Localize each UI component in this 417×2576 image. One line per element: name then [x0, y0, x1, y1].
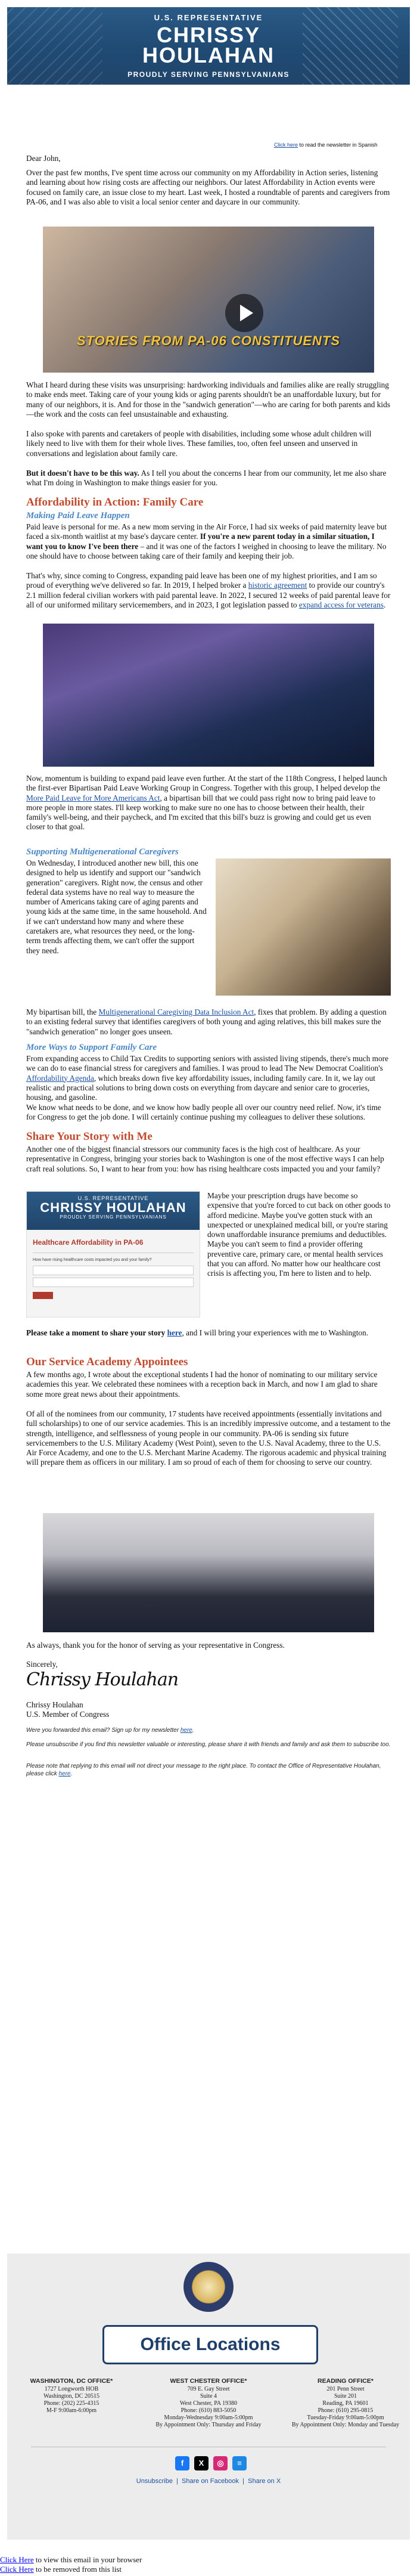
historic-agreement-link[interactable]: historic agreement: [248, 581, 307, 590]
closing-text: Sincerely,: [26, 1660, 58, 1669]
facebook-icon[interactable]: f: [175, 2456, 189, 2470]
section-heading-share-story: Share Your Story with Me: [26, 1130, 153, 1143]
form-banner-tag: PROUDLY SERVING PENNSYLVANIANS: [60, 1214, 167, 1220]
subheading-more-ways: More Ways to Support Family Care: [26, 1043, 157, 1052]
view-in-browser-line: [0, 2555, 142, 2564]
section-heading-academy: Our Service Academy Appointees: [26, 1356, 188, 1368]
paid-leave-working-group-photo: [43, 624, 374, 767]
intro-text: Over the past few months, I've spent time across our community on my Affordability in Action series, listening and learning about how rising costs are affecting our neighbors. Our latest Affordability in Action events were focused on family care, an issue close to my heart. Last week, I hosted a roundtable of parents and caregivers from PA-06, and I was also able to visit a local senior center and daycare in our community.: [26, 168, 390, 206]
closing: [26, 1660, 391, 1669]
forwarded-note: [26, 1726, 391, 1734]
form-title: Healthcare Affordability in PA-06: [33, 1238, 144, 1247]
office-footer: [7, 2253, 410, 2540]
academy-appointees-group-photo: [43, 1513, 374, 1632]
contact-office-link[interactable]: here: [58, 1771, 71, 1777]
form-banner-name: CHRISSY HOULAHAN: [40, 1200, 186, 1215]
p10-text-a: From expanding access to Child Tax Credits to supporting seniors with assisted living stipends, there's much more we can do to ease financial stress for caregivers and families. I was proud to lead The New Democrat Coalition's: [26, 1054, 389, 1073]
office-line: Suite 201: [334, 2393, 357, 2400]
office-name: WASHINGTON, DC OFFICE*: [30, 2377, 113, 2385]
sign-name: [26, 1700, 391, 1710]
sign-title-text: U.S. Member of Congress: [26, 1710, 110, 1719]
subheading-multigenerational: Supporting Multigenerational Caregivers: [26, 847, 179, 857]
office-line: By Appointment Only: Monday and Tuesday: [291, 2422, 400, 2428]
office-west-chester: [149, 2377, 268, 2429]
remove-from-list-text: to be removed from this list: [33, 2565, 122, 2574]
p5-text-c: – and it was one of the factors I weighed in choosing to leave the military. No one should have to choose between taking care of their family and keeping their job.: [26, 541, 387, 560]
office-name: WEST CHESTER OFFICE*: [170, 2377, 247, 2385]
office-line: Washington, DC 20515: [43, 2393, 99, 2400]
paragraph-17-text: As always, thank you for the honor of serving as your representative in Congress.: [26, 1641, 285, 1650]
greeting: [26, 154, 391, 163]
office-line: M-F 9:00am-6:00pm: [46, 2407, 97, 2414]
remove-from-list-link[interactable]: Click Here: [0, 2565, 34, 2574]
form-submit-button: [33, 1292, 53, 1299]
p5-bold: If you're a new parent today in a similar situation, I want you to know I've been there: [26, 532, 375, 551]
office-line: 201 Penn Street: [326, 2386, 365, 2392]
reply-note-period: .: [70, 1771, 73, 1777]
caregiver-meeting-photo: [216, 858, 391, 996]
paragraph-5: [26, 522, 391, 561]
office-line: Phone: (202) 225-4315: [43, 2400, 99, 2407]
forwarded-text: Were you forwarded this email? Sign up for my newsletter: [26, 1727, 181, 1734]
view-in-browser-link[interactable]: Click Here: [0, 2555, 34, 2564]
paragraph-17: [26, 1641, 391, 1650]
form-field: [33, 1266, 194, 1275]
share-x-link[interactable]: Share on X: [248, 2478, 281, 2485]
office-line: By Appointment Only: Thursday and Friday: [155, 2422, 262, 2428]
spanish-link[interactable]: Click here: [274, 142, 298, 148]
form-field: [33, 1278, 194, 1287]
share-story-link[interactable]: here: [167, 1328, 182, 1337]
form-banner: [27, 1192, 200, 1230]
x-icon[interactable]: X: [194, 2456, 208, 2470]
paragraph-12: [26, 1145, 391, 1174]
office-line: Phone: (610) 295-0815: [318, 2407, 374, 2414]
expand-access-veterans-link[interactable]: expand access for veterans: [298, 600, 384, 609]
video-caption: STORIES FROM PA-06 CONSTITUENTS: [76, 333, 341, 348]
header-last-name: HOULAHAN: [142, 43, 275, 67]
p6-text-a: That's why, since coming to Congress, expanding paid leave has been one of my highest priorities, and I am so proud of everything we've delivered so far. In 2019, I helped broker a: [26, 571, 377, 590]
sign-title: [26, 1710, 391, 1719]
office-line: 1727 Longworth HOB: [44, 2386, 99, 2392]
greeting-text: Dear John,: [26, 154, 61, 163]
spanish-version-note: [274, 142, 378, 148]
healthcare-survey-form-image[interactable]: [26, 1191, 200, 1318]
office-line: West Chester, PA 19380: [179, 2400, 238, 2407]
paragraph-9: [26, 1008, 391, 1037]
paragraph-7: [26, 774, 391, 832]
share-facebook-link[interactable]: Share on Facebook: [182, 2478, 239, 2485]
p6-text-c: .: [384, 600, 386, 609]
affordability-agenda-link[interactable]: Affordability Agenda: [26, 1073, 94, 1083]
p9-text-a: My bipartisan bill, the: [26, 1008, 99, 1016]
paragraph-15-text: A few months ago, I wrote about the exceptional students I had the honor of nominating to our military service academies this year. We celebrated these nominees with a reception back in March, and now I am glad to share some more great news about their appointments.: [26, 1370, 378, 1399]
unsubscribe-link[interactable]: Unsubscribe: [136, 2478, 173, 2485]
form-banner-pre: U.S. REPRESENTATIVE: [77, 1195, 149, 1201]
paragraph-11: [26, 1103, 391, 1123]
paragraph-16: [26, 1409, 391, 1468]
more-paid-leave-act-link[interactable]: More Paid Leave for More Americans Act: [26, 793, 160, 802]
office-washington: [12, 2377, 131, 2414]
sign-name-text: Chrissy Houlahan: [26, 1700, 83, 1709]
p5-text-a: Paid leave is personal for me. As a new mom serving in the Air Force, I had six weeks of paid maternity leave but faced a six-month waitlist at my base's daycare center.: [26, 522, 387, 541]
office-name: READING OFFICE*: [318, 2377, 374, 2385]
subheading-paid-leave: Making Paid Leave Happen: [26, 511, 130, 520]
section-heading-family-care: Affordability in Action: Family Care: [26, 496, 204, 509]
paragraph-16-text: Of all of the nominees from our community, 17 students have received appointments (essentially invitations and full scholarships) to one of our service academies. This is an incredibly impressive outcome, and a testament to the strength, intelligence, and selflessness of young people in our community. PA-06 is sending six future servicemembers to the U.S. Military Academy (West Point), seven to the U.S. Naval Academy, three to the U.S. Air Force Academy, and one to the U.S. Merchant Marine Academy. The rigorous academic and physical training will prepare them as officers in our military. I am so proud of each of them for choosing to serve our country.: [26, 1409, 391, 1467]
paragraph-2-text: What I heard during these visits was unsurprising: hardworking individuals and families alike are really struggling to make ends meet. Taking care of your young kids or aging parents shouldn't be an unaffordable luxury, but for many of our neighbors, it is. And for those in the "sandwich generation"—who are caring for both parents and kids—the work and the costs can feel unsustainable and exhausting.: [26, 380, 390, 419]
header-pre-title: U.S. REPRESENTATIVE: [154, 13, 263, 22]
play-icon[interactable]: [225, 294, 263, 332]
intro-paragraph: [26, 168, 391, 207]
paragraph-4-bold: But it doesn't have to be this way.: [26, 469, 139, 478]
office-locations-heading-box: [102, 2325, 318, 2364]
instagram-icon[interactable]: ◎: [213, 2456, 228, 2470]
office-reading: [286, 2377, 405, 2429]
spanish-link-text: to read the newsletter in Spanish: [298, 142, 378, 148]
handwritten-signature: Chrissy Houlahan: [26, 1669, 179, 1690]
remove-from-list-line: [0, 2565, 122, 2574]
paragraph-12-text: Another one of the biggest financial stressors our community faces is the high cost of healthcare. As your representative in Congress, bringing your stories back to Washington is one of the most effective ways I can help craft real solutions. So, I want to hear from you: how has rising healthcare costs impacted you and your family?: [26, 1145, 384, 1173]
paragraph-8-text: On Wednesday, I introduced another new bill, this one designed to help us identify and support our "sandwich generation" caregivers. Right now, the census and other federal data systems have no real way to measure the number of Americans taking care of aging parents and young kids at the same time, in the same household. And if we can't understand how many and where these caretakers are, what resources they need, or the long-term trends affecting them, we can't offer the support they need.: [26, 858, 207, 955]
paragraph-6: [26, 571, 391, 610]
p7-text-a: Now, momentum is building to expand paid leave even further. At the start of the 118th Congress, I helped launch the first-ever Bipartisan Paid Leave Working Group in Congress. Together with this group, I helped develop the: [26, 774, 387, 793]
p14-bold-a: Please take a moment to share your story: [26, 1328, 167, 1337]
paragraph-15: [26, 1370, 391, 1399]
newsletter-header-banner: [7, 7, 410, 85]
constituent-stories-video[interactable]: [43, 227, 374, 373]
paragraph-8: [26, 858, 208, 956]
p10-text-b: , which breaks down five key affordability issues, including family care. In it, we lay out realistic and practical solutions to bring down costs on everything from daycare and senior care to groceries, housing, and gasoline.: [26, 1073, 375, 1102]
p14-text-b: , and I will bring your experiences with me to Washington.: [182, 1328, 369, 1337]
paragraph-13: [207, 1191, 391, 1279]
office-line: Tuesday-Friday 9:00am-5:00pm: [307, 2414, 384, 2421]
office-line: Reading, PA 19601: [322, 2400, 369, 2407]
reply-note-text: Please note that replying to this email will not direct your message to the right place. To contact the Office of Representative Houlahan, please click: [26, 1763, 381, 1777]
view-in-browser-text: to view this email in your browser: [33, 2555, 142, 2564]
paragraph-3-text: I also spoke with parents and caretakers of people with disabilities, including some whose adult children will likely need to live with them for their whole lives. These families, too, often feel unseen and unserved in conversations and legislation about family care.: [26, 429, 372, 458]
p6-text-b: to provide our country's 2.1 million federal civilian workers with paid parental leave. In 2022, I secured 12 weeks of paid parental leave for all of our uniformed military servicemembers, and in 2023, I got legislation passed to: [26, 581, 391, 609]
paragraph-10: [26, 1054, 391, 1102]
header-first-name: CHRISSY: [156, 23, 261, 47]
footer-links: Unsubscribe | Share on Facebook | Share on X: [136, 2478, 281, 2485]
paragraph-11-text: We know what needs to be done, and we know how badly people all over our country need relief. Now, it's time for Congress to get the job done. I will certainly continue pushing my colleagues to deliver these solutions.: [26, 1103, 381, 1122]
paragraph-4-text: As I tell you about the concerns I hear from our community, let me also share what I'm doing in Washington to make things easier for you.: [26, 469, 387, 488]
share-note-text: Please unsubscribe if you find this newsletter valuable or interesting, please share it with friends and family and ask them to subscribe too.: [26, 1741, 391, 1748]
office-line: Monday-Wednesday 9:00am-5:00pm: [164, 2414, 253, 2421]
paragraph-2: [26, 380, 391, 419]
newsletter-signup-link[interactable]: here: [180, 1727, 192, 1734]
bluesky-icon[interactable]: ≡: [232, 2456, 247, 2470]
p9-text-b: , fixes that problem. By adding a question to an existing federal survey that identifies caregivers of both young and aging relatives, this bill makes sure the "sandwich generation" no longer goes unseen.: [26, 1008, 387, 1036]
office-line: Suite 4: [200, 2393, 217, 2400]
forwarded-period: .: [192, 1727, 194, 1734]
office-locations-heading: Office Locations: [140, 2335, 281, 2354]
office-line: 709 E. Gay Street: [187, 2386, 230, 2392]
caregiving-data-act-link[interactable]: Multigenerational Caregiving Data Inclusion Act: [98, 1008, 254, 1016]
paragraph-14: [26, 1328, 391, 1338]
reply-note: [26, 1762, 391, 1778]
office-line: Phone: (610) 883-5050: [181, 2407, 236, 2414]
congress-seal-icon: [183, 2262, 234, 2312]
form-question: How have rising healthcare costs impacted you and your family?: [33, 1258, 152, 1262]
paragraph-3: [26, 429, 391, 458]
share-note: [26, 1741, 391, 1749]
p7-text-b: , a bipartisan bill that we could pass right now to bring paid leave to more people in more states. I'll keep working to make sure no one has to choose between their health, their family's well-being, and their paycheck, and I'm excited that this bill's buzz is growing and could get us even closer to that goal.: [26, 793, 376, 832]
paragraph-4: [26, 469, 391, 488]
paragraph-13-text: Maybe your prescription drugs have become so expensive that you're forced to cut back on other goods to afford medicine. Maybe you've gotten stuck with an unexpected or unexplained medical bill, or you're staring down unaffordable insurance premiums and deductibles. Maybe you can't seem to find a provider offering preventive care, primary care, or mental health services that you can afford. No matter how our healthcare cost crisis is affecting you, I'm here to listen and to help.: [207, 1191, 391, 1278]
header-tagline: PROUDLY SERVING PENNSYLVANIANS: [127, 70, 290, 79]
